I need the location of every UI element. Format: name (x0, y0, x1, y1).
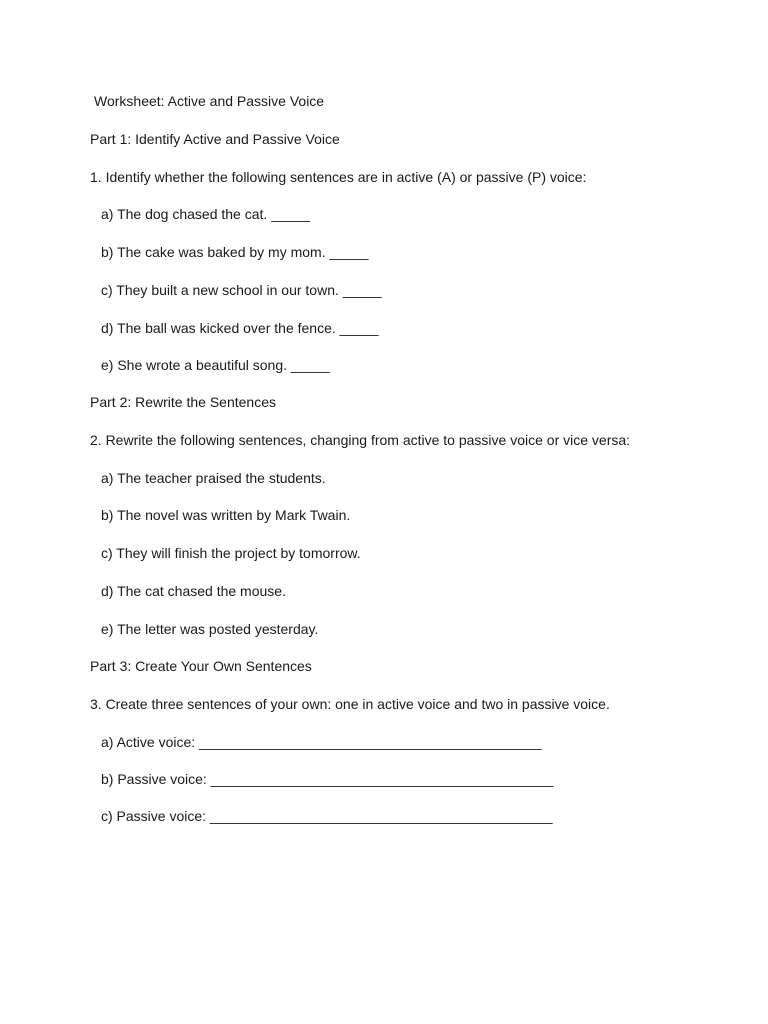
part1-item-c: c) They built a new school in our town. _____ (101, 282, 382, 298)
part1-item-d: d) The ball was kicked over the fence. _____ (101, 320, 379, 336)
part1-item-b: b) The cake was baked by my mom. _____ (101, 244, 369, 260)
part1-instruction: 1. Identify whether the following sentences are in active (A) or passive (P) voice: (90, 169, 587, 185)
part3-item-b: b) Passive voice: ____________________________________________ (101, 771, 554, 787)
part1-item-a: a) The dog chased the cat. _____ (101, 206, 311, 222)
part3-heading: Part 3: Create Your Own Sentences (90, 658, 312, 674)
part1-item-e: e) She wrote a beautiful song. _____ (101, 357, 330, 373)
part1-heading: Part 1: Identify Active and Passive Voice (90, 131, 340, 147)
part2-item-e: e) The letter was posted yesterday. (101, 621, 319, 637)
part3-instruction: 3. Create three sentences of your own: one in active voice and two in passive voice. (90, 696, 610, 712)
part2-item-d: d) The cat chased the mouse. (101, 583, 286, 599)
part2-item-a: a) The teacher praised the students. (101, 470, 326, 486)
part2-heading: Part 2: Rewrite the Sentences (90, 394, 276, 410)
part3-item-c: c) Passive voice: ____________________________________________ (101, 808, 553, 824)
part2-item-b: b) The novel was written by Mark Twain. (101, 507, 351, 523)
part2-instruction: 2. Rewrite the following sentences, changing from active to passive voice or vice versa: (90, 432, 631, 448)
worksheet-title: Worksheet: Active and Passive Voice (94, 93, 325, 109)
part2-item-c: c) They will finish the project by tomorrow. (101, 545, 361, 561)
part3-item-a: a) Active voice: ____________________________________________ (101, 734, 542, 750)
